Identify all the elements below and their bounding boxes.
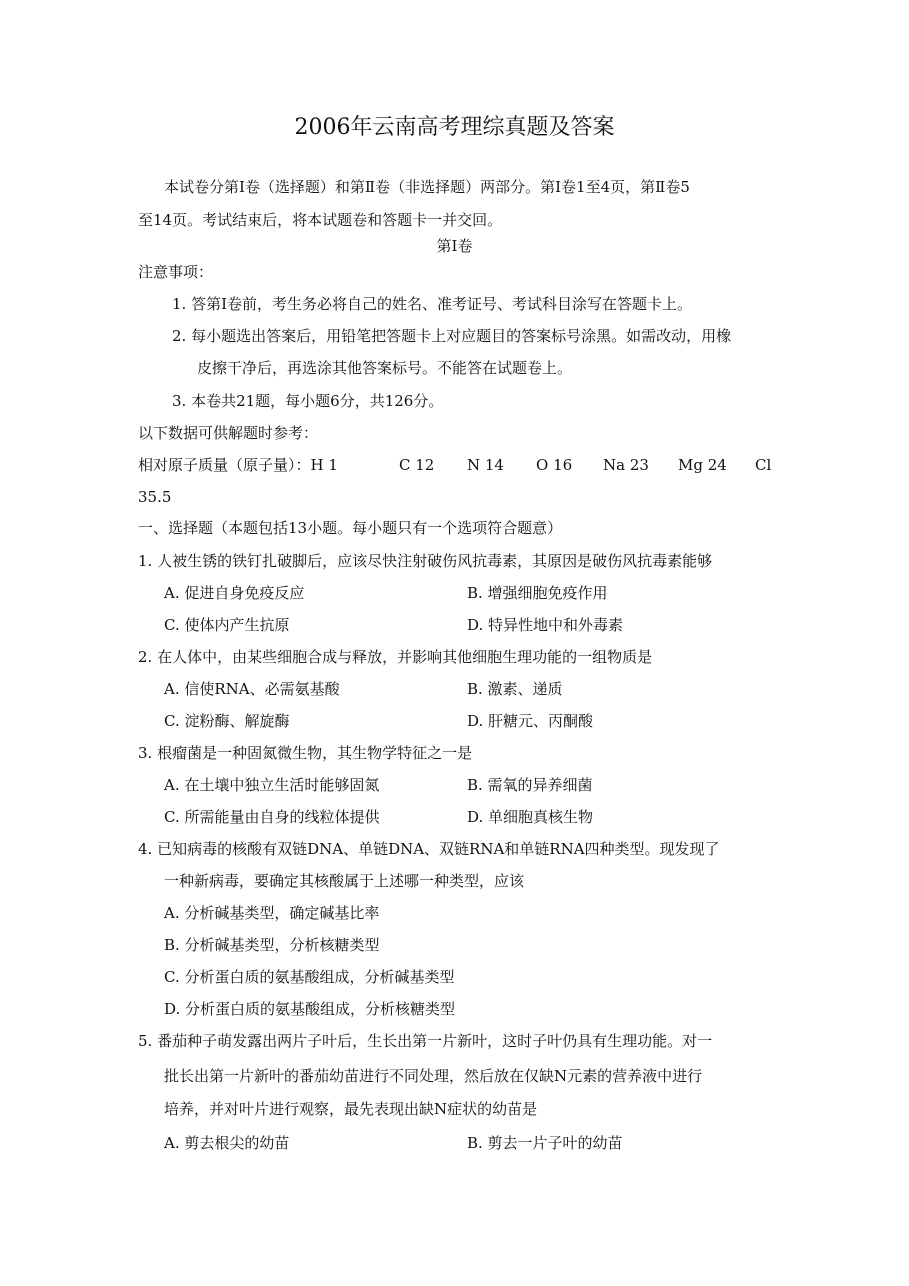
q3-option-a: A. 在土壤中独立生活时能够固氮 [164,776,380,794]
q1-option-a: A. 促进自身免疫反应 [164,584,305,602]
q5-stem-3: 培养，并对叶片进行观察，最先表现出缺N症状的幼苗是 [164,1100,538,1118]
q4-option-b: B. 分析碱基类型，分析核糖类型 [164,936,380,954]
q2-option-b: B. 激素、递质 [467,680,563,698]
q2-stem: 2. 在人体中，由某些细胞合成与释放，并影响其他细胞生理功能的一组物质是 [138,648,653,666]
atomic-item-c: C 12 [399,456,435,474]
intro-line-1: 本试卷分第Ⅰ卷（选择题）和第Ⅱ卷（非选择题）两部分。第Ⅰ卷1至4页，第Ⅱ卷5 [164,178,690,196]
note-2-continued: 皮擦干净后，再选涂其他答案标号。不能答在试题卷上。 [197,359,573,377]
atomic-item-mg: Mg 24 [678,456,727,474]
q4-option-c: C. 分析蛋白质的氨基酸组成，分析碱基类型 [164,968,455,986]
atomic-item-o: O 16 [536,456,573,474]
page-title: 2006年云南高考理综真题及答案 [294,115,615,140]
q3-stem: 3. 根瘤菌是一种固氮微生物，其生物学特征之一是 [138,744,473,762]
intro-line-2: 至14页。考试结束后，将本试题卷和答题卡一并交回。 [138,211,503,229]
q1-option-d: D. 特异性地中和外毒素 [467,616,624,634]
q4-option-d: D. 分析蛋白质的氨基酸组成，分析核糖类型 [164,1000,456,1018]
note-2: 2. 每小题选出答案后，用铅笔把答题卡上对应题目的答案标号涂黑。如需改动，用橡 [172,327,732,345]
atomic-item-na: Na 23 [603,456,649,474]
atomic-item-cl: Cl [755,456,772,474]
atomic-last: 35.5 [138,488,172,506]
section-heading: 一、选择题（本题包括13小题。每小题只有一个选项符合题意） [138,519,563,537]
q5-stem-2: 批长出第一片新叶的番茄幼苗进行不同处理，然后放在仅缺N元素的营养液中进行 [164,1067,703,1085]
note-3: 3. 本卷共21题，每小题6分，共126分。 [172,392,444,410]
q3-option-d: D. 单细胞真核生物 [467,808,594,826]
q5-option-b: B. 剪去一片子叶的幼苗 [467,1134,623,1152]
q5-option-a: A. 剪去根尖的幼苗 [164,1134,290,1152]
q1-option-b: B. 增强细胞免疫作用 [467,584,608,602]
atomic-masses-row [138,455,773,475]
q2-option-c: C. 淀粉酶、解旋酶 [164,712,290,730]
q4-stem-2: 一种新病毒，要确定其核酸属于上述哪一种类型，应该 [164,872,525,890]
atomic-label: 相对原子质量（原子量）：H 1 [138,456,338,474]
atomic-item-n: N 14 [467,456,504,474]
q4-option-a: A. 分析碱基类型，确定碱基比率 [164,904,380,922]
q1-option-c: C. 使体内产生抗原 [164,616,290,634]
q3-option-c: C. 所需能量由自身的线粒体提供 [164,808,380,826]
q3-option-b: B. 需氧的异养细菌 [467,776,593,794]
notes-heading: 注意事项： [138,263,214,281]
part-heading: 第Ⅰ卷 [436,237,473,255]
data-heading: 以下数据可供解题时参考： [138,424,319,442]
q2-option-d: D. 肝糖元、丙酮酸 [467,712,594,730]
q5-stem-1: 5. 番茄种子萌发露出两片子叶后，生长出第一片新叶，这时子叶仍具有生理功能。对一 [138,1032,713,1050]
q4-stem-1: 4. 已知病毒的核酸有双链DNA、单链DNA、双链RNA和单链RNA四种类型。现发现了 [138,840,720,858]
q1-stem: 1. 人被生锈的铁钉扎破脚后，应该尽快注射破伤风抗毒素，其原因是破伤风抗毒素能够 [138,552,713,570]
q2-option-a: A. 信使RNA、必需氨基酸 [164,680,340,698]
note-1: 1. 答第Ⅰ卷前，考生务必将自己的姓名、准考证号、考试科目涂写在答题卡上。 [172,295,693,313]
